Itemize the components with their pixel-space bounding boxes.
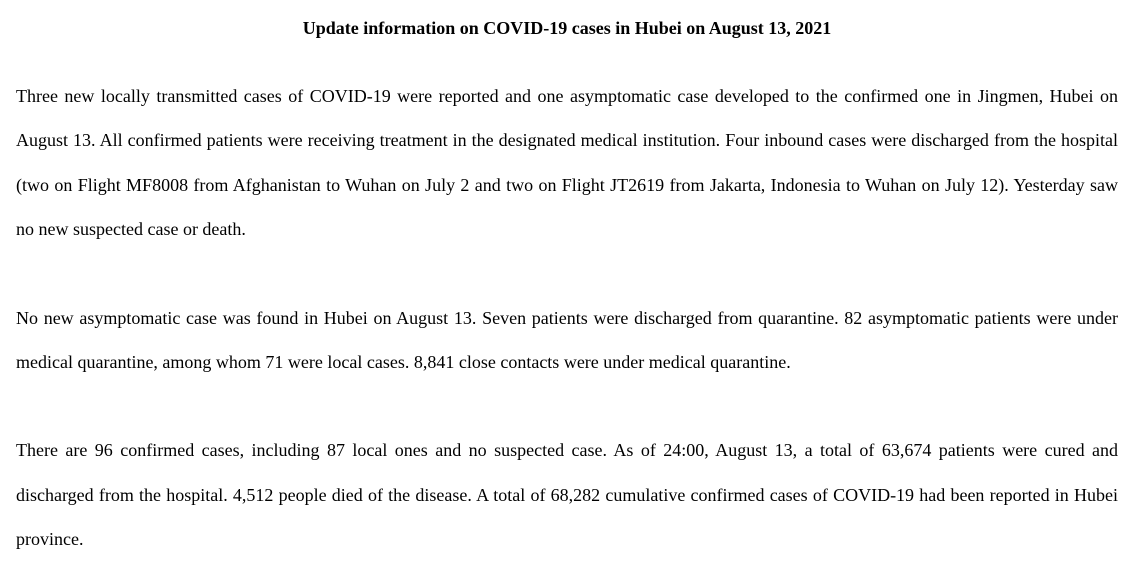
paragraph-asymptomatic-cases: No new asymptomatic case was found in Hubei on August 13. Seven patients were discharged from quarantine. 82 asymptomatic patients were under medical quarantine, among whom 71 were local cases. 8,841 close contacts were under medical quarantine. xyxy=(16,307,1118,373)
paragraph-cumulative-totals: There are 96 confirmed cases, including 87 local ones and no suspected case. As of 24:00, August 13, a total of 63,674 patients were cured and discharged from the hospital. 4,512 people died of the disease. A total of 68,282 cumulative confirmed cases of COVID-19 had been reported in Hubei province. xyxy=(16,440,1118,550)
paragraph-confirmed-cases: Three new locally transmitted cases of COVID-19 were reported and one asymptomatic case developed to the confirmed one in Jingmen, Hubei on August 13. All confirmed patients were receiving treatment in the designated medical institution. Four inbound cases were discharged from the hospital (two on Flight MF8008 from Afghanistan to Wuhan on July 2 and two on Flight JT2619 from Jakarta, Indonesia to Wuhan on July 12). Yesterday saw no new suspected case or death. xyxy=(16,86,1118,240)
document-page xyxy=(16,0,1118,562)
document-title: Update information on COVID-19 cases in Hubei on August 13, 2021 xyxy=(302,18,832,38)
